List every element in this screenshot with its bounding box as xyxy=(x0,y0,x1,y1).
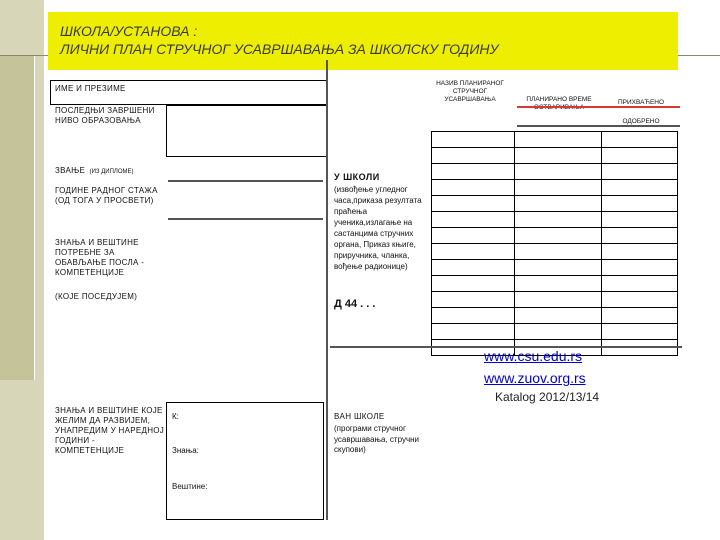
table-row xyxy=(432,196,678,212)
header-approved: ОДОБРЕНО xyxy=(622,118,660,125)
table-row xyxy=(432,276,678,292)
title-banner xyxy=(48,12,678,70)
improve-skills-label: Вештине: xyxy=(172,482,208,491)
title-label-sub: (ИЗ ДИПЛОМЕ) xyxy=(89,169,134,175)
catalog-label: Katalog 2012/13/14 xyxy=(495,390,600,404)
title-label-main: ЗВАЊЕ xyxy=(55,166,86,175)
header-accepted: ПРИХВАЋЕНО xyxy=(617,99,665,106)
banner-line-2: ЛИЧНИ ПЛАН СТРУЧНОГ УСАВРШАВАЊА ЗА ШКОЛСКУ ГОДИНУ xyxy=(60,41,499,57)
header-plan-time: ПЛАНИРАНО ВРЕМЕ xyxy=(526,96,592,103)
table-row xyxy=(432,132,678,148)
separator-bar xyxy=(168,180,323,182)
outside-school-description: (програми стручног усавршавања, стручни скупови) xyxy=(334,424,420,454)
improve-knowledge-label: Знања: xyxy=(172,446,199,455)
table-row xyxy=(432,292,678,308)
separator-bar xyxy=(168,218,323,220)
table-row xyxy=(432,180,678,196)
link-csu[interactable]: www.csu.edu.rs xyxy=(484,348,583,364)
table-row xyxy=(432,308,678,324)
improve-k-label: К: xyxy=(172,412,179,421)
skills-improve-label: ЗНАЊА И ВЕШТИНЕ КОЈЕ ЖЕЛИМ ДА РАЗВИЈЕМ, УНАПРЕДИМ У НАРЕДНОЈ ГОДИНИ - КОМПЕТЕНЦИЈЕ xyxy=(55,406,165,455)
in-school-title: У ШКОЛИ xyxy=(334,172,380,182)
skills-owned-label: (КОЈЕ ПОСЕДУЈЕМ) xyxy=(55,292,138,301)
banner-line-1: ШКОЛА/УСТАНОВА : xyxy=(60,23,198,39)
in-school-description: (извођење угледног часа,приказа резултата праћења ученика,излагање на састанцима стручних органа, Приказ књиге, приручника, чланка, вођење радионице) xyxy=(334,185,422,271)
outside-school-title: ВАН ШКОЛЕ xyxy=(334,412,385,421)
plan-table xyxy=(431,131,678,356)
header-plan-title: НАЗИВ ПЛАНИРАНОГ СТРУЧНОГ УСАВРШАВАЊА xyxy=(436,80,504,103)
education-label: ПОСЛЕДЊИ ЗАВРШЕНИ НИВО ОБРАЗОВАЊА xyxy=(55,106,155,125)
table-row xyxy=(432,148,678,164)
table-row xyxy=(432,212,678,228)
table-row xyxy=(432,164,678,180)
years-label: ГОДИНЕ РАДНОГ СТАЖА (ОД ТОГА У ПРОСВЕТИ) xyxy=(55,186,158,205)
header-accent-line xyxy=(517,106,680,108)
link-zuov[interactable]: www.zuov.org.rs xyxy=(484,370,586,386)
name-label: ИМЕ И ПРЕЗИМЕ xyxy=(55,84,126,93)
skills-needed-label: ЗНАЊА И ВЕШТИНЕ ПОТРЕБНЕ ЗА ОБАВЉАЊЕ ПОСЛА - КОМПЕТЕНЦИЈЕ xyxy=(55,238,145,277)
education-field[interactable] xyxy=(166,105,328,157)
header-accent-line xyxy=(517,125,680,127)
table-row xyxy=(432,244,678,260)
table-row xyxy=(432,324,678,340)
table-row xyxy=(432,228,678,244)
vertical-separator xyxy=(326,60,328,520)
table-row xyxy=(432,260,678,276)
in-school-code: Д 44 . . . xyxy=(334,298,376,310)
skills-improve-field[interactable] xyxy=(166,402,324,520)
title-label xyxy=(55,160,215,178)
left-sidebar-panel xyxy=(0,55,35,380)
